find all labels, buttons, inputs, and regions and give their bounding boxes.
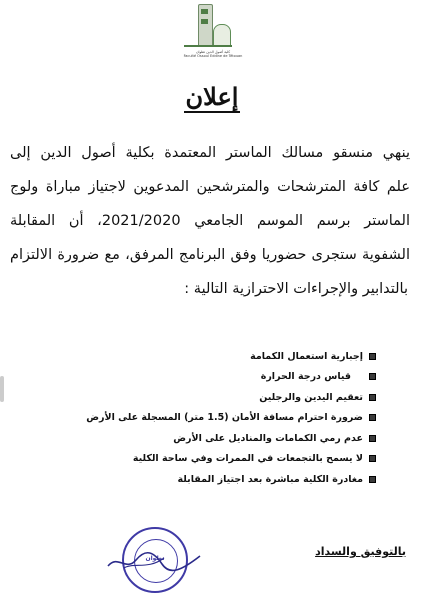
square-bullet-icon (369, 476, 376, 483)
logo-caption-ar: كلية أصول الدين تطوان (195, 50, 231, 54)
title-text: إعلان (185, 82, 239, 111)
list-item (46, 449, 376, 470)
square-bullet-icon (369, 373, 376, 380)
list-item (46, 387, 376, 408)
list-item (46, 408, 376, 429)
page-title (0, 82, 424, 111)
list-item (46, 428, 376, 449)
paragraph-line: بالتدابير والإجراءات الاحترازية التالية : (184, 281, 408, 297)
measure-text: مغادرة الكلية مباشرة بعد اجتياز المقابلة (177, 473, 363, 485)
paragraph-line: علم كافة المترشحات والمترشحين المدعوين لاجتياز مباراة ولوج (10, 179, 410, 195)
square-bullet-icon (369, 435, 376, 442)
paragraph-line: الشفوية ستجرى حضوريا وفق البرنامج المرفق، مع ضرورة الالتزام (10, 247, 410, 263)
faculty-logo (178, 4, 248, 68)
stamp-text: تطوان (145, 555, 165, 562)
list-item (46, 346, 376, 367)
measure-text: عدم رمي الكمامات والمناديل على الأرض (173, 432, 363, 444)
list-item (46, 469, 376, 490)
announcement-paragraph (10, 136, 410, 306)
logo-caption-fr: Faculté Ossoul Eddine de Tétouan (183, 54, 243, 58)
square-bullet-icon (369, 455, 376, 462)
square-bullet-icon (369, 394, 376, 401)
square-bullet-icon (369, 414, 376, 421)
measure-text: ضرورة احترام مسافة الأمان (1.5 متر) المسجلة على الأرض (86, 412, 363, 424)
measure-text: إجبارية استعمال الكمامة (250, 350, 363, 362)
measure-text: تعقيم اليدين والرجلين (259, 391, 363, 403)
closing-text: بالتوفيق والسداد (315, 545, 406, 558)
minaret-icon (198, 4, 213, 46)
measure-text: قياس درجة الحرارة (260, 371, 351, 383)
list-item (46, 367, 376, 388)
arch-icon (213, 24, 231, 46)
measure-text: لا يسمح بالتجمعات في الممرات وفي ساحة الكلية (132, 453, 363, 465)
paragraph-line: ينهي منسقو مسالك الماستر المعتمدة بكلية أصول الدين إلى (10, 145, 410, 161)
signature-scribble (104, 548, 204, 574)
logo-base (184, 45, 232, 47)
paragraph-line: الماستر برسم الموسم الجامعي 2021/2020، أن المقابلة (10, 213, 410, 229)
scan-edge-mark (0, 376, 4, 402)
logo-caption (178, 50, 248, 58)
square-bullet-icon (369, 353, 376, 360)
measures-list (46, 346, 376, 490)
